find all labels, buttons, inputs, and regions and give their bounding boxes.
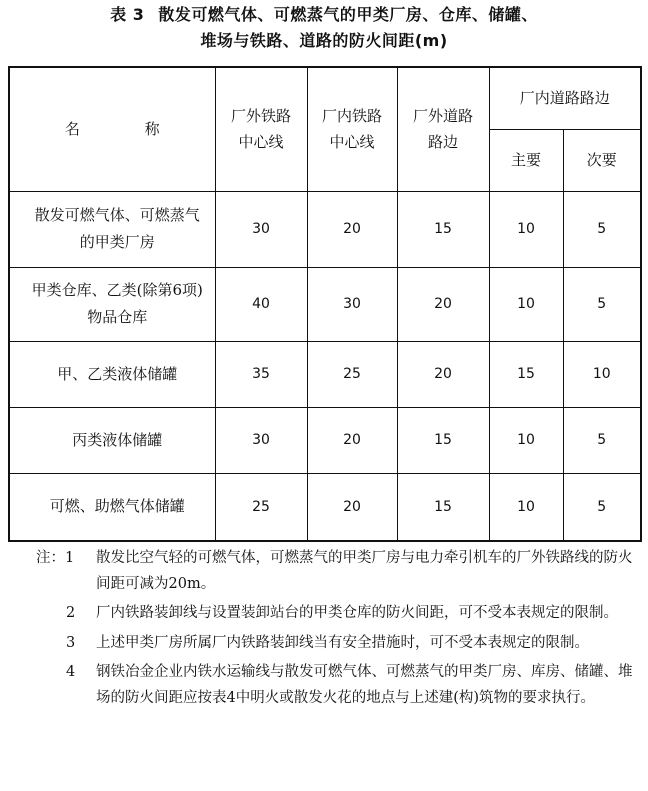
cell-value: 15 xyxy=(397,191,489,267)
cell-value: 10 xyxy=(489,191,563,267)
header-outer-railway: 厂外铁路 中心线 xyxy=(215,67,307,191)
note-label: 注：1 xyxy=(36,550,75,566)
table-notes xyxy=(36,546,646,715)
table-title xyxy=(0,0,648,54)
cell-value: 30 xyxy=(215,191,307,267)
cell-value: 5 xyxy=(563,267,641,341)
header-secondary-road: 次要 xyxy=(563,129,641,191)
row-name: 甲类仓库、乙类(除第6项)物品仓库 xyxy=(9,267,215,341)
row-name: 丙类液体储罐 xyxy=(9,407,215,473)
cell-value: 10 xyxy=(489,473,563,541)
title-text-1: 散发可燃气体、可燃蒸气的甲类厂房、仓库、储罐、 xyxy=(158,5,538,24)
header-outer-road: 厂外道路 路边 xyxy=(397,67,489,191)
title-line-2: 堆场与铁路、道路的防火间距(m) xyxy=(200,31,448,50)
cell-value: 40 xyxy=(215,267,307,341)
fire-distance-table xyxy=(8,66,642,542)
cell-value: 20 xyxy=(307,473,397,541)
header-inner-road: 厂内道路路边 xyxy=(489,67,641,129)
cell-value: 15 xyxy=(489,341,563,407)
header-main-road: 主要 xyxy=(489,129,563,191)
cell-value: 5 xyxy=(563,473,641,541)
table-row xyxy=(9,473,641,541)
note-item xyxy=(36,546,646,597)
cell-value: 5 xyxy=(563,191,641,267)
row-name: 甲、乙类液体储罐 xyxy=(9,341,215,407)
table-row xyxy=(9,341,641,407)
cell-value: 10 xyxy=(563,341,641,407)
cell-value: 35 xyxy=(215,341,307,407)
row-name: 散发可燃气体、可燃蒸气的甲类厂房 xyxy=(9,191,215,267)
cell-value: 5 xyxy=(563,407,641,473)
cell-value: 20 xyxy=(307,191,397,267)
note-text: 厂内铁路装卸线与设置装卸站台的甲类仓库的防火间距，可不受本表规定的限制。 xyxy=(96,605,618,621)
cell-value: 10 xyxy=(489,267,563,341)
header-row-1 xyxy=(9,67,641,129)
note-item xyxy=(36,601,646,627)
header-name: 名 称 xyxy=(9,67,215,191)
table-row xyxy=(9,191,641,267)
table-row xyxy=(9,407,641,473)
cell-value: 20 xyxy=(307,407,397,473)
cell-value: 20 xyxy=(397,267,489,341)
table-number: 表 3 xyxy=(110,5,145,24)
note-label: 4 xyxy=(66,664,76,680)
note-text: 散发比空气轻的可燃气体，可燃蒸气的甲类厂房与电力牵引机车的厂外铁路线的防火间距可减为20m。 xyxy=(96,550,633,592)
cell-value: 10 xyxy=(489,407,563,473)
cell-value: 15 xyxy=(397,407,489,473)
header-inner-railway: 厂内铁路 中心线 xyxy=(307,67,397,191)
note-item xyxy=(36,631,646,657)
cell-value: 30 xyxy=(215,407,307,473)
note-text: 钢铁冶金企业内铁水运输线与散发可燃气体、可燃蒸气的甲类厂房、库房、储罐、堆场的防火间距应按表4中明火或散发火花的地点与上述建(构)筑物的要求执行。 xyxy=(96,664,633,706)
title-line-1 xyxy=(0,2,648,28)
row-name: 可燃、助燃气体储罐 xyxy=(9,473,215,541)
note-label: 2 xyxy=(66,605,76,621)
table-row xyxy=(9,267,641,341)
note-text: 上述甲类厂房所属厂内铁路装卸线当有安全措施时，可不受本表规定的限制。 xyxy=(96,634,589,651)
note-label: 3 xyxy=(66,634,76,651)
cell-value: 20 xyxy=(397,341,489,407)
cell-value: 30 xyxy=(307,267,397,341)
note-item xyxy=(36,660,646,711)
cell-value: 15 xyxy=(397,473,489,541)
cell-value: 25 xyxy=(307,341,397,407)
cell-value: 25 xyxy=(215,473,307,541)
